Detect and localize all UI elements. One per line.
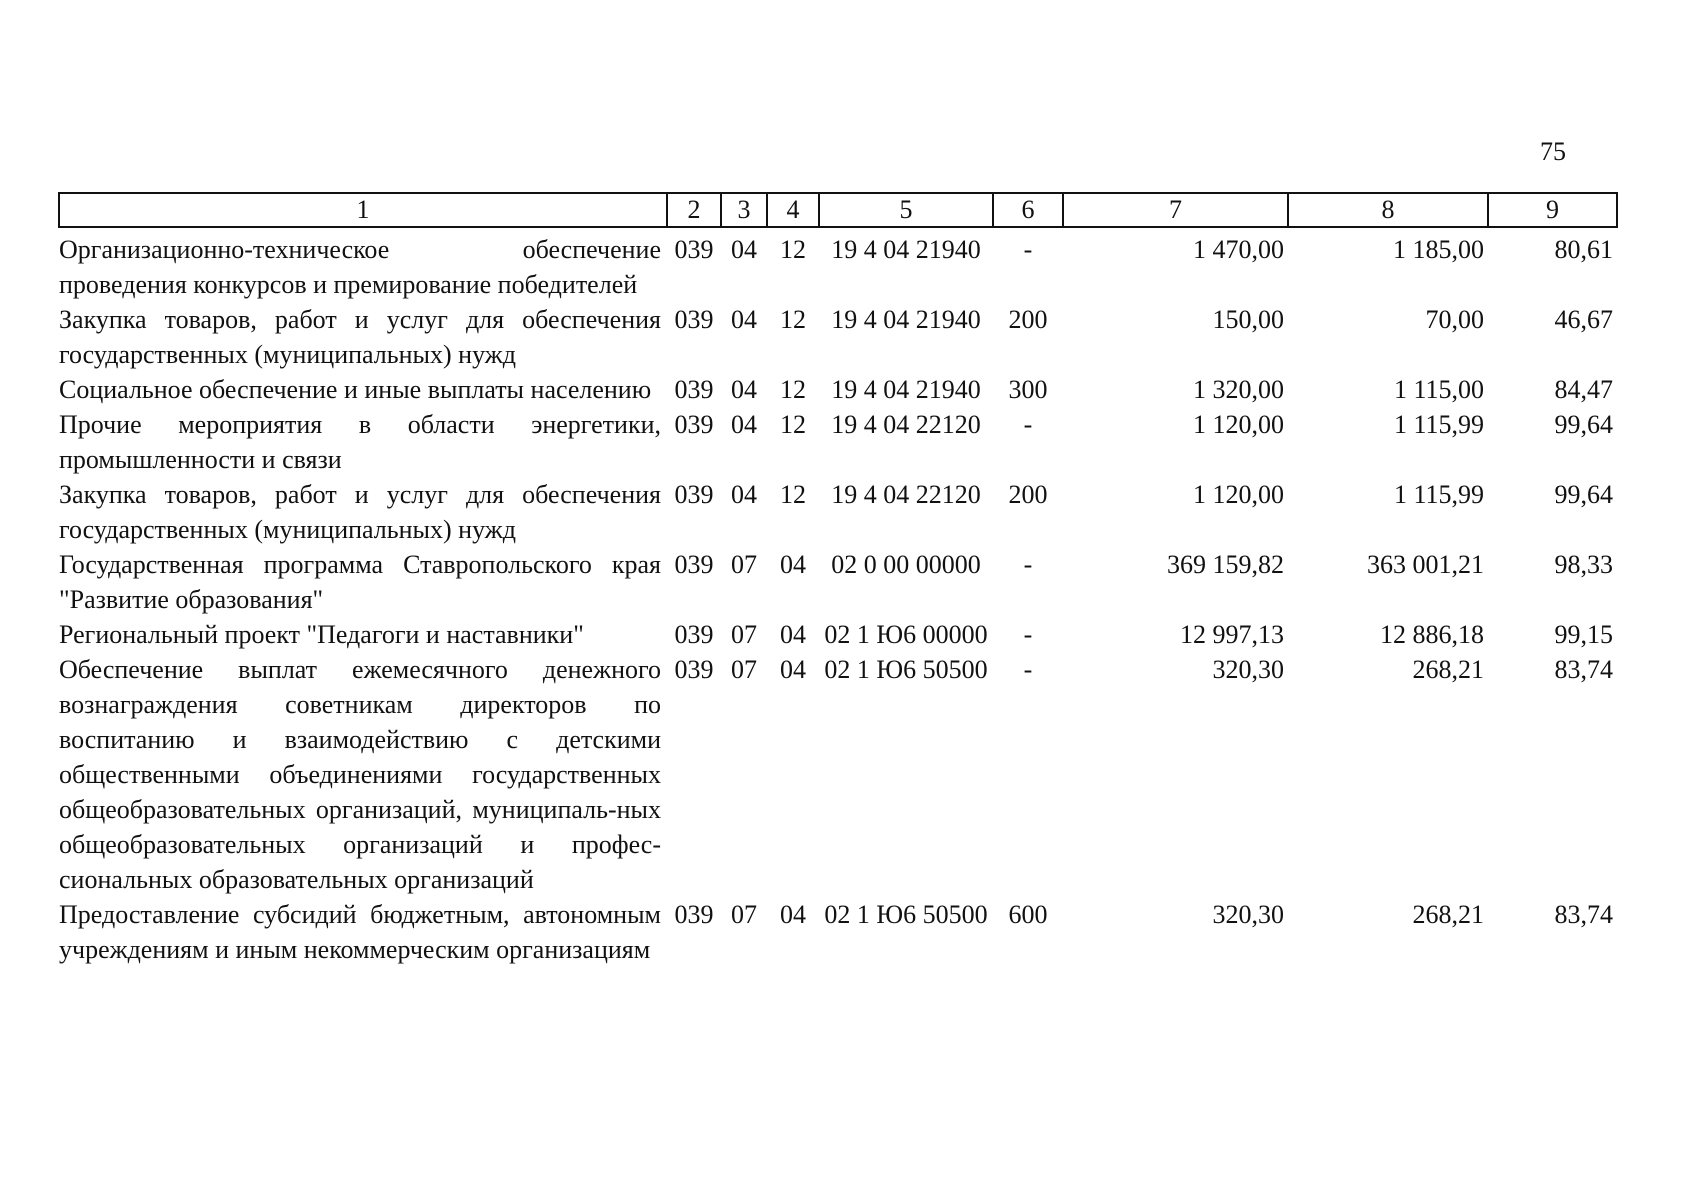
table-row	[59, 477, 1617, 547]
cell-actual: 268,21	[1412, 900, 1484, 929]
cell-target-article: 19 4 04 21940	[831, 235, 981, 264]
row-name: Социальное обеспечение и иные выплаты населению	[59, 375, 652, 404]
cell-plan: 1 320,00	[1193, 375, 1284, 404]
header-col-8: 8	[1288, 193, 1488, 227]
row-name: Организационно-техническое обеспечение проведения конкурсов и премирование победителей	[59, 235, 661, 299]
cell-percent: 83,74	[1554, 655, 1613, 684]
table-row	[59, 617, 1617, 652]
cell-section: 04	[731, 375, 757, 404]
cell-section: 07	[731, 900, 757, 929]
header-col-5: 5	[819, 193, 993, 227]
budget-table	[58, 192, 1618, 967]
cell-ministry: 039	[674, 655, 714, 684]
cell-expense-type: -	[1023, 550, 1033, 579]
cell-subsection: 12	[780, 480, 806, 509]
cell-plan: 369 159,82	[1167, 550, 1284, 579]
cell-section: 04	[731, 305, 757, 334]
cell-target-article: 19 4 04 21940	[831, 375, 981, 404]
cell-section: 07	[731, 550, 757, 579]
header-col-7: 7	[1063, 193, 1288, 227]
cell-percent: 80,61	[1554, 235, 1613, 264]
cell-actual: 12 886,18	[1380, 620, 1484, 649]
cell-percent: 46,67	[1554, 305, 1613, 334]
row-name: Государственная программа Ставропольского края "Развитие образования"	[59, 550, 661, 614]
cell-target-article: 19 4 04 22120	[831, 480, 981, 509]
page-number: 75	[1540, 137, 1566, 166]
cell-expense-type: -	[1023, 410, 1033, 439]
cell-plan: 320,30	[1212, 900, 1284, 929]
row-name: Закупка товаров, работ и услуг для обеспечения государственных (муниципальных) нужд	[59, 305, 661, 369]
cell-section: 04	[731, 410, 757, 439]
cell-section: 04	[731, 235, 757, 264]
cell-percent: 98,33	[1554, 550, 1613, 579]
budget-table-container	[58, 192, 1616, 967]
cell-section: 07	[731, 655, 757, 684]
cell-percent: 83,74	[1554, 900, 1613, 929]
cell-plan: 1 470,00	[1193, 235, 1284, 264]
table-row	[59, 302, 1617, 372]
table-row	[59, 547, 1617, 617]
cell-plan: 1 120,00	[1193, 480, 1284, 509]
row-name: Прочие мероприятия в области энергетики, промышленности и связи	[59, 410, 661, 474]
cell-subsection: 04	[780, 655, 806, 684]
cell-percent: 99,15	[1554, 620, 1613, 649]
cell-percent: 99,64	[1554, 410, 1613, 439]
cell-plan: 320,30	[1212, 655, 1284, 684]
cell-actual: 1 115,99	[1393, 410, 1484, 439]
cell-subsection: 12	[780, 410, 806, 439]
cell-expense-type: -	[1023, 620, 1033, 649]
cell-subsection: 04	[780, 900, 806, 929]
cell-actual: 363 001,21	[1367, 550, 1484, 579]
cell-target-article: 19 4 04 21940	[831, 305, 981, 334]
cell-ministry: 039	[674, 550, 714, 579]
cell-section: 07	[731, 620, 757, 649]
table-header	[59, 193, 1617, 227]
cell-subsection: 04	[780, 550, 806, 579]
header-col-1: 1	[59, 193, 667, 227]
cell-actual: 1 115,99	[1393, 480, 1484, 509]
cell-target-article: 02 0 00 00000	[831, 550, 981, 579]
cell-actual: 1 185,00	[1393, 235, 1484, 264]
row-name: Региональный проект "Педагоги и наставники"	[59, 620, 584, 649]
row-name: Закупка товаров, работ и услуг для обеспечения государственных (муниципальных) нужд	[59, 480, 661, 544]
header-col-9: 9	[1488, 193, 1617, 227]
table-row	[59, 652, 1617, 897]
cell-subsection: 12	[780, 235, 806, 264]
cell-section: 04	[731, 480, 757, 509]
cell-subsection: 12	[780, 305, 806, 334]
table-row	[59, 372, 1617, 407]
table-row	[59, 227, 1617, 302]
header-col-6: 6	[993, 193, 1063, 227]
table-body	[59, 227, 1617, 967]
cell-expense-type: -	[1023, 235, 1033, 264]
cell-plan: 12 997,13	[1180, 620, 1284, 649]
header-col-4: 4	[767, 193, 819, 227]
cell-actual: 1 115,00	[1393, 375, 1484, 404]
cell-target-article: 02 1 Ю6 00000	[824, 620, 988, 649]
cell-expense-type: -	[1023, 655, 1033, 684]
cell-percent: 99,64	[1554, 480, 1613, 509]
cell-ministry: 039	[674, 305, 714, 334]
cell-actual: 268,21	[1412, 655, 1484, 684]
cell-plan: 1 120,00	[1193, 410, 1284, 439]
cell-ministry: 039	[674, 480, 714, 509]
cell-actual: 70,00	[1425, 305, 1484, 334]
cell-expense-type: 600	[1008, 900, 1048, 929]
row-name: Обеспечение выплат ежемесячного денежного вознаграждения советникам директоров по воспитанию и взаимодействию с детскими общественными объединениями государственных общеобразовательных организаций, муниципаль-ных общеобразовательных организаций и профес-сиональных образовательных организаций	[59, 655, 661, 894]
table-row	[59, 407, 1617, 477]
cell-plan: 150,00	[1212, 305, 1284, 334]
cell-ministry: 039	[674, 375, 714, 404]
cell-subsection: 04	[780, 620, 806, 649]
cell-ministry: 039	[674, 410, 714, 439]
cell-expense-type: 300	[1008, 375, 1048, 404]
cell-target-article: 19 4 04 22120	[831, 410, 981, 439]
cell-expense-type: 200	[1008, 305, 1048, 334]
header-row	[59, 193, 1617, 227]
cell-ministry: 039	[674, 235, 714, 264]
row-name: Предоставление субсидий бюджетным, автономным учреждениям и иным некоммерческим организациям	[59, 900, 661, 964]
cell-subsection: 12	[780, 375, 806, 404]
cell-ministry: 039	[674, 900, 714, 929]
header-col-3: 3	[721, 193, 767, 227]
table-row	[59, 897, 1617, 967]
cell-target-article: 02 1 Ю6 50500	[824, 655, 988, 684]
header-col-2: 2	[667, 193, 721, 227]
cell-expense-type: 200	[1008, 480, 1048, 509]
cell-ministry: 039	[674, 620, 714, 649]
cell-target-article: 02 1 Ю6 50500	[824, 900, 988, 929]
cell-percent: 84,47	[1554, 375, 1613, 404]
